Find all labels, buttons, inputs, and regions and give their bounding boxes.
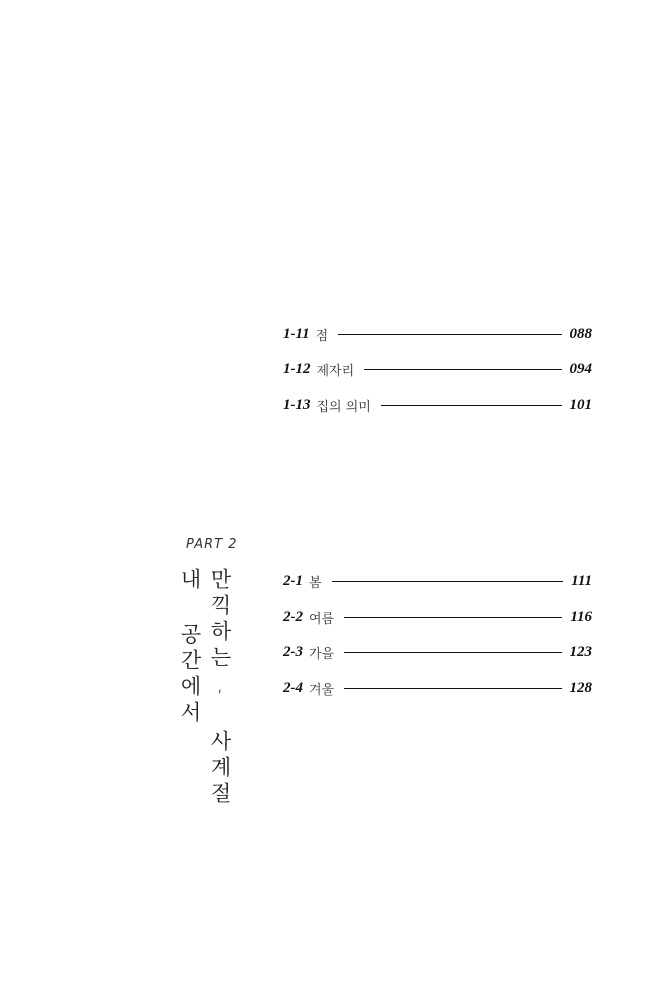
entry-title: 집의 의미 <box>316 399 371 415</box>
toc-entry <box>283 607 592 627</box>
entry-title: 겨울 <box>309 682 335 698</box>
entry-number: 2-3 <box>283 643 303 660</box>
entry-title: 점 <box>315 328 329 344</box>
toc-entry <box>283 678 592 698</box>
part-title-column-1: 내 공간에서 <box>178 568 202 727</box>
entry-page: 116 <box>570 608 592 625</box>
entry-number: 2-2 <box>283 608 303 625</box>
leader-line <box>364 369 561 370</box>
entry-number: 1-11 <box>283 325 310 342</box>
entry-title: 봄 <box>309 575 322 591</box>
entry-page: 128 <box>569 679 592 696</box>
entry-page: 088 <box>569 325 592 342</box>
entry-title: 여름 <box>309 611 335 627</box>
leader-line <box>344 652 561 653</box>
toc-entry <box>283 642 592 662</box>
leader-line <box>332 581 564 582</box>
entry-page: 101 <box>569 396 592 413</box>
entry-number: 2-1 <box>283 572 303 589</box>
leader-line <box>344 617 562 618</box>
entry-title: 가을 <box>309 646 335 662</box>
toc-entry <box>283 359 592 379</box>
leader-line <box>344 688 561 689</box>
entry-page: 123 <box>569 643 592 660</box>
entry-number: 1-13 <box>283 396 311 413</box>
leader-line <box>381 405 562 406</box>
entry-page: 094 <box>569 360 592 377</box>
toc-entry <box>283 324 592 344</box>
entry-page: 111 <box>571 572 592 589</box>
entry-number: 2-4 <box>283 679 303 696</box>
leader-line <box>338 334 561 335</box>
toc-entry <box>283 571 592 591</box>
toc-entry <box>283 395 592 415</box>
entry-title: 제자리 <box>316 363 355 379</box>
entry-number: 1-12 <box>283 360 311 377</box>
part-label: PART 2 <box>186 537 238 552</box>
part-title-column-2: 만끽하는, 사계절 <box>208 568 232 808</box>
